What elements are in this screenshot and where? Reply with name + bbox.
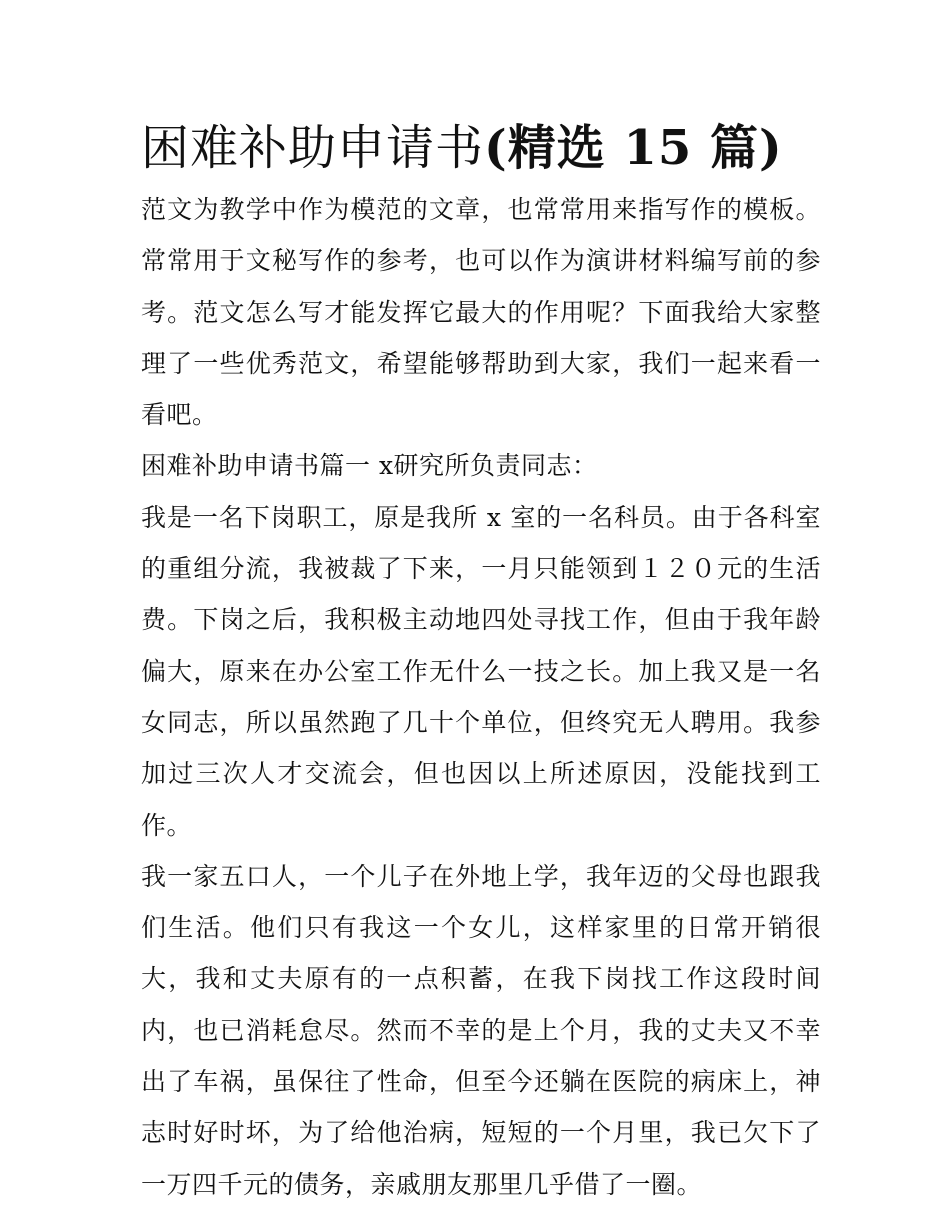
paragraph-body-2: 我一家五口人，一个儿子在外地上学，我年迈的父母也跟我们生活。他们只有我这一个女儿，这样家里的日常开销很大，我和丈夫原有的一点积蓄，在我下岗找工作这段时间内，也已消耗怠尽。然而不幸的是上个月，我的丈夫又不幸出了车祸，虽保往了性命，但至今还躺在医院的病床上，神志时好时坏，为了给他治病，短短的一个月里，我已欠下了一万四千元的债务，亲戚朋友那里几乎借了一圈。 bbox=[141, 861, 821, 1199]
paragraph-body-1: 我是一名下岗职工，原是我所 x 室的一名科员。由于各科室的重组分流，我被裁了下来，一月只能领到１２０元的生活费。下岗之后，我积极主动地四处寻找工作，但由于我年龄偏大，原来在办公室工作无什么一技之长。加上我又是一名女同志，所以虽然跑了几十个单位，但终究无人聘用。我参加过三次人才交流会，但也因以上所述原因，没能找到工作。 bbox=[141, 502, 821, 840]
paragraph-salutation: 困难补助申请书篇一 x研究所负责同志： bbox=[141, 451, 598, 481]
title-main: 困难补助申请书 bbox=[141, 120, 485, 176]
document-title bbox=[141, 118, 821, 178]
paragraph-intro: 范文为教学中作为模范的文章，也常常用来指写作的模板。常常用于文秘写作的参考，也可以作为演讲材料编写前的参考。范文怎么写才能发挥它最大的作用呢？下面我给大家整理了一些优秀范文，希望能够帮助到大家，我们一起来看一看吧。 bbox=[141, 195, 821, 430]
title-paren: (精选 15 篇) bbox=[484, 120, 783, 176]
document-body bbox=[141, 118, 821, 1210]
